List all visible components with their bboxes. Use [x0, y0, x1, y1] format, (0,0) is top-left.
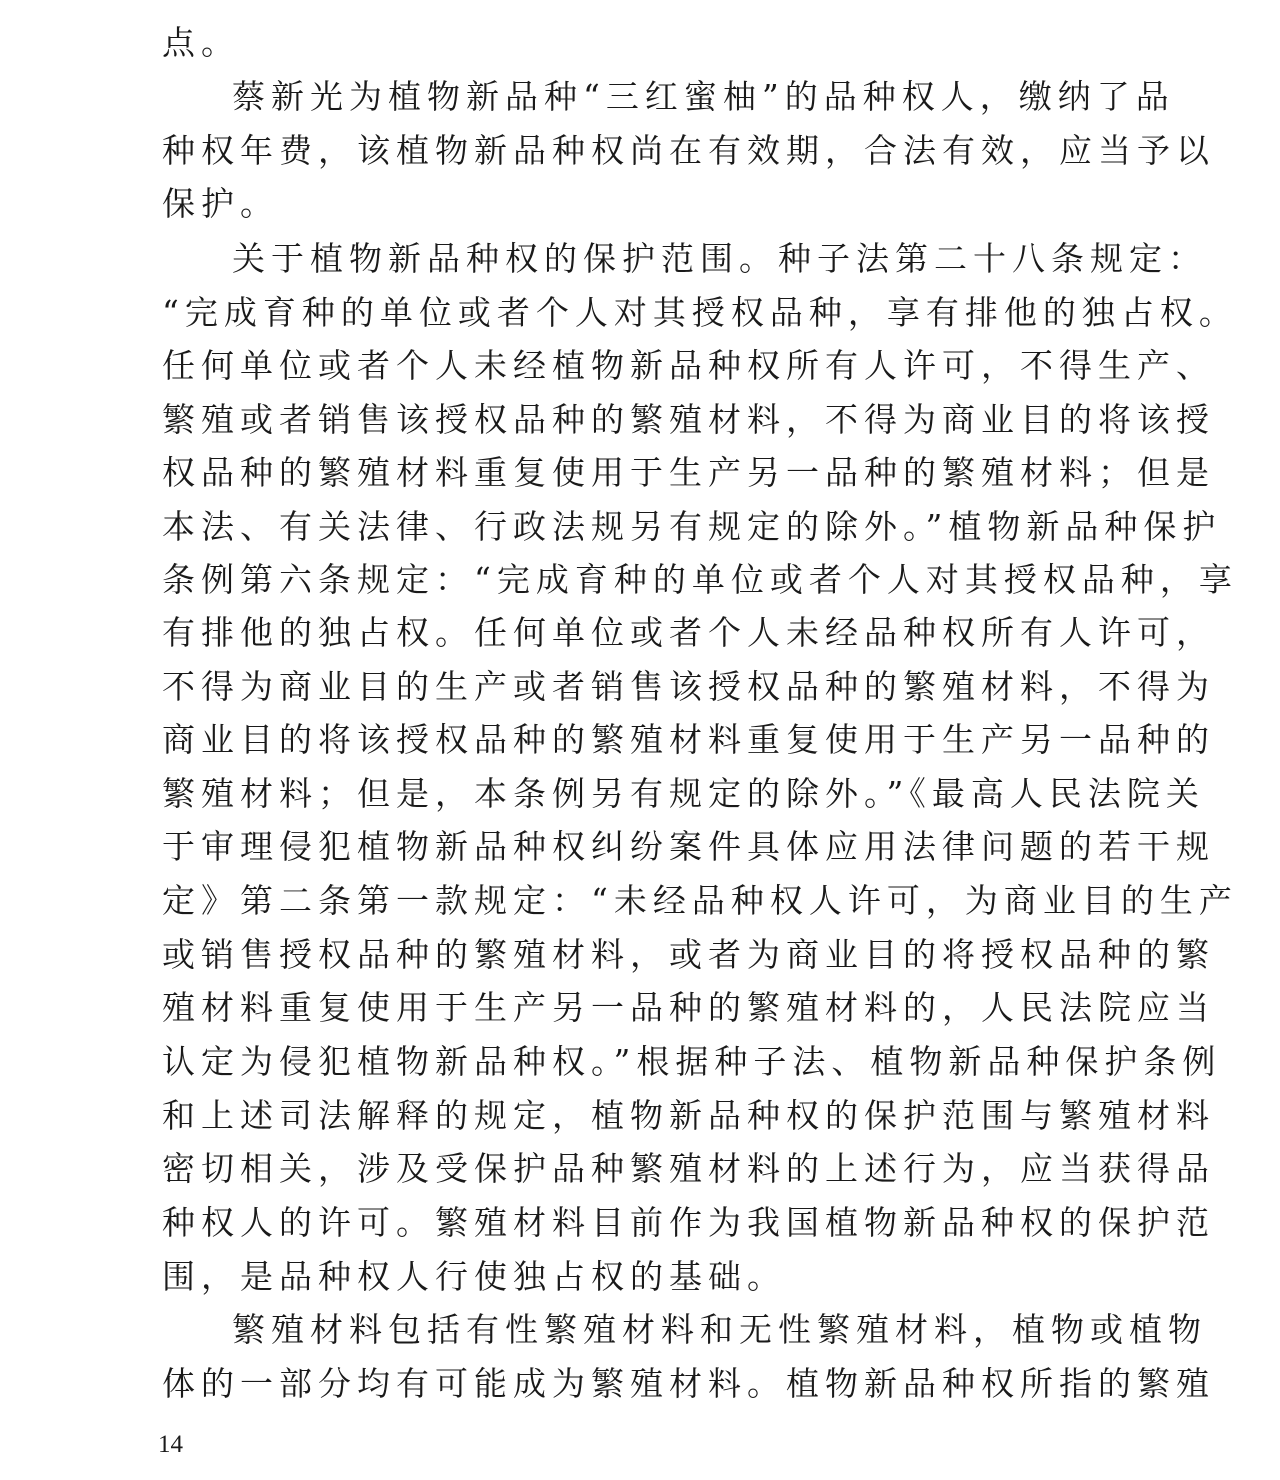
text-line: 任何单位或者个人未经植物新品种权所有人许可，不得生产、 — [162, 346, 1215, 385]
text-line: 密切相关，涉及受保护品种繁殖材料的上述行为，应当获得品 — [162, 1149, 1215, 1188]
text-line: 定》第二条第一款规定：“未经品种权人许可，为商业目的生产 — [162, 881, 1238, 920]
text-line: 认定为侵犯植物新品种权。”根据种子法、植物新品种保护条例 — [162, 1042, 1222, 1081]
text-line: 繁殖或者销售该授权品种的繁殖材料，不得为商业目的将该授 — [162, 400, 1215, 439]
text-line: 权品种的繁殖材料重复使用于生产另一品种的繁殖材料；但是 — [162, 453, 1215, 492]
text-line: 条例第六条规定：“完成育种的单位或者个人对其授权品种，享 — [162, 560, 1238, 599]
text-line: 种权人的许可。繁殖材料目前作为我国植物新品种权的保护范 — [162, 1203, 1215, 1242]
text-line: 点。 — [162, 23, 240, 62]
text-line: 和上述司法解释的规定，植物新品种权的保护范围与繁殖材料 — [162, 1096, 1215, 1135]
text-line: 商业目的将该授权品种的繁殖材料重复使用于生产另一品种的 — [162, 720, 1215, 759]
text-line: 或销售授权品种的繁殖材料，或者为商业目的将授权品种的繁 — [162, 935, 1215, 974]
text-line: 殖材料重复使用于生产另一品种的繁殖材料的，人民法院应当 — [162, 988, 1215, 1027]
text-line: 保护。 — [162, 184, 279, 223]
text-line: 有排他的独占权。任何单位或者个人未经品种权所有人许可， — [162, 613, 1215, 652]
page-number: 14 — [158, 1431, 183, 1458]
text-line: 繁殖材料；但是，本条例另有规定的除外。”《最高人民法院关 — [162, 774, 1205, 813]
text-line: 不得为商业目的生产或者销售该授权品种的繁殖材料，不得为 — [162, 667, 1215, 706]
paragraph-start-line: 繁殖材料包括有性繁殖材料和无性繁殖材料，植物或植物 — [232, 1310, 1207, 1349]
text-line: “完成育种的单位或者个人对其授权品种，享有排他的独占权。 — [162, 293, 1238, 332]
text-line: 体的一部分均有可能成为繁殖材料。植物新品种权所指的繁殖 — [162, 1364, 1215, 1403]
text-line: 本法、有关法律、行政法规另有规定的除外。”植物新品种保护 — [162, 507, 1222, 546]
paragraph-start-line: 关于植物新品种权的保护范围。种子法第二十八条规定： — [232, 239, 1207, 278]
text-line: 种权年费，该植物新品种权尚在有效期，合法有效，应当予以 — [162, 131, 1215, 170]
paragraph-start-line: 蔡新光为植物新品种“三红蜜柚”的品种权人，缴纳了品 — [232, 77, 1175, 116]
text-line: 围，是品种权人行使独占权的基础。 — [162, 1257, 786, 1296]
text-line: 于审理侵犯植物新品种权纠纷案件具体应用法律问题的若干规 — [162, 827, 1215, 866]
